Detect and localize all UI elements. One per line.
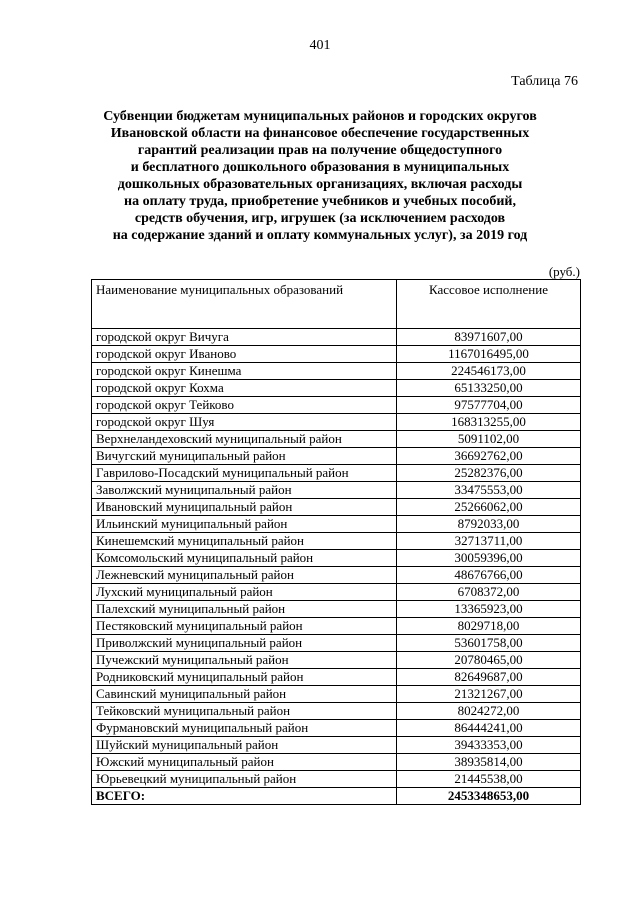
row-municipality: Верхнеландеховский муниципальный район xyxy=(92,431,397,448)
row-cash-execution: 48676766,00 xyxy=(397,567,581,584)
row-cash-execution: 224546173,00 xyxy=(397,363,581,380)
table-row xyxy=(92,465,581,482)
table-row xyxy=(92,567,581,584)
title-line: на оплату труда, приобретение учебников и учебных пособий, xyxy=(124,194,516,209)
row-municipality: Южский муниципальный район xyxy=(92,754,397,771)
title-line: дошкольных образовательных организациях, включая расходы xyxy=(117,177,523,192)
row-cash-execution: 39433353,00 xyxy=(397,737,581,754)
header-municipality: Наименование муниципальных образований xyxy=(92,280,397,329)
row-municipality: Юрьевецкий муниципальный район xyxy=(92,771,397,788)
row-cash-execution: 21321267,00 xyxy=(397,686,581,703)
table-row xyxy=(92,346,581,363)
row-municipality: Лежневский муниципальный район xyxy=(92,567,397,584)
total-row xyxy=(92,788,581,805)
row-municipality: Гаврилово-Посадский муниципальный район xyxy=(92,465,397,482)
table-row xyxy=(92,363,581,380)
table-row xyxy=(92,771,581,788)
row-cash-execution: 1167016495,00 xyxy=(397,346,581,363)
row-cash-execution: 8024272,00 xyxy=(397,703,581,720)
row-cash-execution: 5091102,00 xyxy=(397,431,581,448)
subventions-table xyxy=(91,279,581,805)
table-row xyxy=(92,499,581,516)
row-municipality: Приволжский муниципальный район xyxy=(92,635,397,652)
row-municipality: городской округ Кинешма xyxy=(92,363,397,380)
row-cash-execution: 13365923,00 xyxy=(397,601,581,618)
table-row xyxy=(92,397,581,414)
table-row xyxy=(92,720,581,737)
table-row xyxy=(92,601,581,618)
row-cash-execution: 8029718,00 xyxy=(397,618,581,635)
row-municipality: городской округ Тейково xyxy=(92,397,397,414)
total-label: ВСЕГО: xyxy=(92,788,397,805)
table-row xyxy=(92,414,581,431)
table-label: Таблица 76 xyxy=(511,74,578,89)
table-row xyxy=(92,329,581,346)
row-cash-execution: 25266062,00 xyxy=(397,499,581,516)
row-cash-execution: 32713711,00 xyxy=(397,533,581,550)
total-value: 2453348653,00 xyxy=(397,788,581,805)
row-cash-execution: 6708372,00 xyxy=(397,584,581,601)
row-municipality: городской округ Иваново xyxy=(92,346,397,363)
row-cash-execution: 8792033,00 xyxy=(397,516,581,533)
row-municipality: Комсомольский муниципальный район xyxy=(92,550,397,567)
row-cash-execution: 25282376,00 xyxy=(397,465,581,482)
table-row xyxy=(92,516,581,533)
document-title xyxy=(60,108,580,244)
header-cash-execution: Кассовое исполнение xyxy=(397,280,581,329)
row-cash-execution: 97577704,00 xyxy=(397,397,581,414)
table-row xyxy=(92,652,581,669)
row-cash-execution: 30059396,00 xyxy=(397,550,581,567)
title-line: средств обучения, игр, игрушек (за исключением расходов xyxy=(134,211,506,226)
row-municipality: Родниковский муниципальный район xyxy=(92,669,397,686)
table-row xyxy=(92,737,581,754)
row-municipality: Пучежский муниципальный район xyxy=(92,652,397,669)
table-row xyxy=(92,686,581,703)
row-municipality: Ильинский муниципальный район xyxy=(92,516,397,533)
table-row xyxy=(92,380,581,397)
page-number: 401 xyxy=(309,38,331,53)
row-municipality: Ивановский муниципальный район xyxy=(92,499,397,516)
table-header-row xyxy=(92,280,581,329)
table-row xyxy=(92,618,581,635)
table-body xyxy=(92,329,581,805)
table-row xyxy=(92,550,581,567)
row-cash-execution: 65133250,00 xyxy=(397,380,581,397)
row-municipality: городской округ Кохма xyxy=(92,380,397,397)
title-line: гарантий реализации прав на получение общедоступного xyxy=(137,143,503,158)
table-row xyxy=(92,703,581,720)
table-row xyxy=(92,635,581,652)
table-row xyxy=(92,584,581,601)
row-municipality: Савинский муниципальный район xyxy=(92,686,397,703)
row-cash-execution: 168313255,00 xyxy=(397,414,581,431)
row-cash-execution: 82649687,00 xyxy=(397,669,581,686)
title-line: на содержание зданий и оплату коммунальных услуг), за 2019 год xyxy=(112,228,528,243)
row-municipality: Фурмановский муниципальный район xyxy=(92,720,397,737)
table-row xyxy=(92,669,581,686)
table-row xyxy=(92,482,581,499)
table-row xyxy=(92,754,581,771)
row-municipality: Шуйский муниципальный район xyxy=(92,737,397,754)
row-municipality: городской округ Вичуга xyxy=(92,329,397,346)
row-municipality: Тейковский муниципальный район xyxy=(92,703,397,720)
table-row xyxy=(92,448,581,465)
row-municipality: Пестяковский муниципальный район xyxy=(92,618,397,635)
row-municipality: Кинешемский муниципальный район xyxy=(92,533,397,550)
row-cash-execution: 33475553,00 xyxy=(397,482,581,499)
table-row xyxy=(92,431,581,448)
row-cash-execution: 53601758,00 xyxy=(397,635,581,652)
row-municipality: Вичугский муниципальный район xyxy=(92,448,397,465)
row-municipality: городской округ Шуя xyxy=(92,414,397,431)
table-row xyxy=(92,533,581,550)
row-cash-execution: 86444241,00 xyxy=(397,720,581,737)
row-cash-execution: 20780465,00 xyxy=(397,652,581,669)
unit-note: (руб.) xyxy=(548,264,580,279)
title-line: и бесплатного дошкольного образования в муниципальных xyxy=(130,160,510,175)
row-cash-execution: 36692762,00 xyxy=(397,448,581,465)
row-cash-execution: 38935814,00 xyxy=(397,754,581,771)
row-cash-execution: 21445538,00 xyxy=(397,771,581,788)
row-municipality: Палехский муниципальный район xyxy=(92,601,397,618)
row-cash-execution: 83971607,00 xyxy=(397,329,581,346)
title-line: Ивановской области на финансовое обеспечение государственных xyxy=(110,126,530,141)
row-municipality: Заволжский муниципальный район xyxy=(92,482,397,499)
row-municipality: Лухский муниципальный район xyxy=(92,584,397,601)
title-line: Субвенции бюджетам муниципальных районов и городских округов xyxy=(103,109,537,124)
